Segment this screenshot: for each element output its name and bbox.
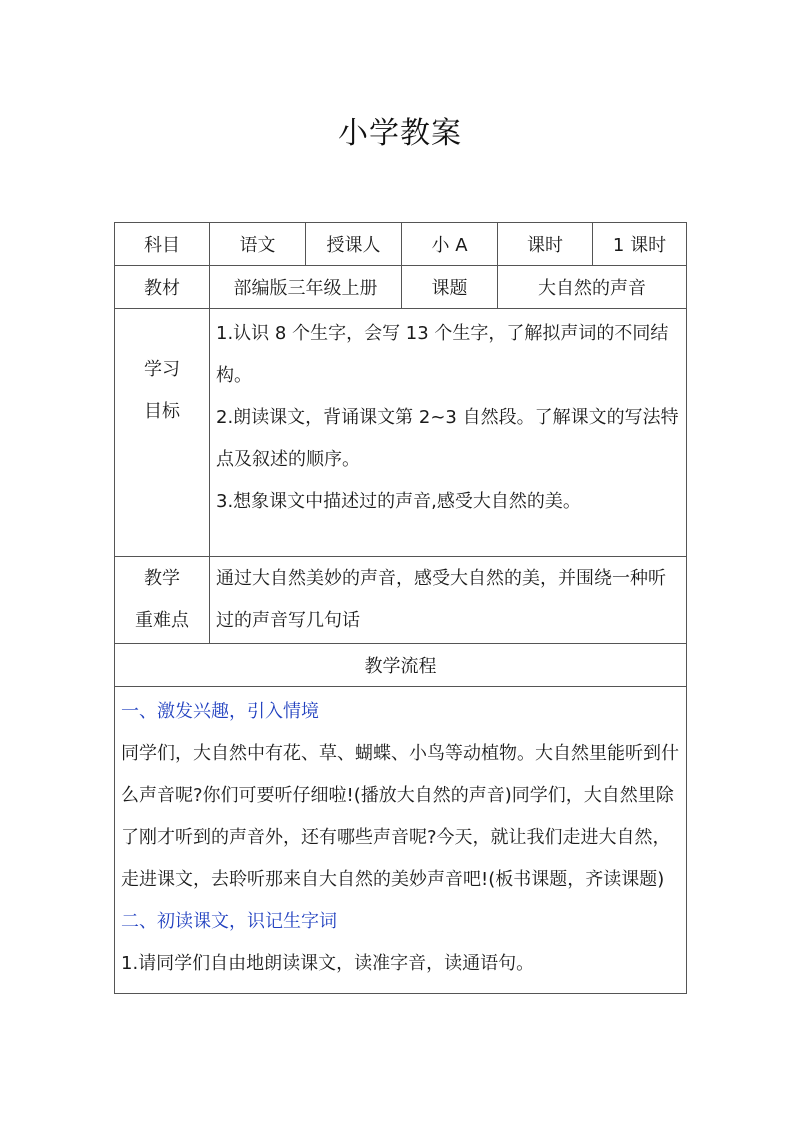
teacher-label: 授课人 xyxy=(306,223,402,266)
goal-item: 1.认识 8 个生字，会写 13 个生字，了解拟声词的不同结构。 xyxy=(216,323,669,386)
goals-label-line-1: 学习 xyxy=(144,359,180,380)
subject-label: 科目 xyxy=(115,223,210,266)
lesson-plan-table xyxy=(114,222,687,994)
key-points-label xyxy=(115,557,210,644)
key-points-label-line-2: 重难点 xyxy=(135,610,189,631)
topic-value: 大自然的声音 xyxy=(498,266,687,309)
flow-header-row xyxy=(115,644,687,687)
teacher-value: 小 A xyxy=(402,223,498,266)
key-points-row xyxy=(115,557,687,644)
info-row-1 xyxy=(115,223,687,266)
topic-label: 课题 xyxy=(402,266,498,309)
goal-item: 2.朗读课文，背诵课文第 2~3 自然段。了解课文的写法特点及叙述的顺序。 xyxy=(216,407,679,470)
section-1-text: 同学们，大自然中有花、草、蝴蝶、小鸟等动植物。大自然里能听到什么声音呢?你们可要听仔细啦!(播放大自然的声音)同学们，大自然里除了刚才听到的声音外，还有哪些声音呢?今天，就让我们走进大自然，走进课文，去聆听那来自大自然的美妙声音吧!(板书课题，齐读课题) xyxy=(121,743,679,890)
goal-item: 3.想象课文中描述过的声音,感受大自然的美。 xyxy=(216,491,581,512)
section-2-title: 二、初读课文，识记生字词 xyxy=(121,911,337,932)
flow-content xyxy=(115,687,687,994)
textbook-value: 部编版三年级上册 xyxy=(210,266,402,309)
flow-body-row xyxy=(115,687,687,994)
flow-header: 教学流程 xyxy=(115,644,687,687)
period-value: 1 课时 xyxy=(593,223,687,266)
key-points-content: 通过大自然美妙的声音，感受大自然的美，并围绕一种听过的声音写几句话 xyxy=(210,557,687,644)
subject-value: 语文 xyxy=(210,223,306,266)
period-label: 课时 xyxy=(498,223,593,266)
section-1-title: 一、激发兴趣，引入情境 xyxy=(121,701,319,722)
goals-content xyxy=(210,309,687,557)
goals-label xyxy=(115,309,210,557)
textbook-label: 教材 xyxy=(115,266,210,309)
section-2-text: 1.请同学们自由地朗读课文，读准字音，读通语句。 xyxy=(121,953,535,974)
goals-label-line-2: 目标 xyxy=(144,401,180,422)
key-points-label-line-1: 教学 xyxy=(144,568,180,589)
page-title: 小学教案 xyxy=(338,116,462,151)
goals-row xyxy=(115,309,687,557)
info-row-2 xyxy=(115,266,687,309)
